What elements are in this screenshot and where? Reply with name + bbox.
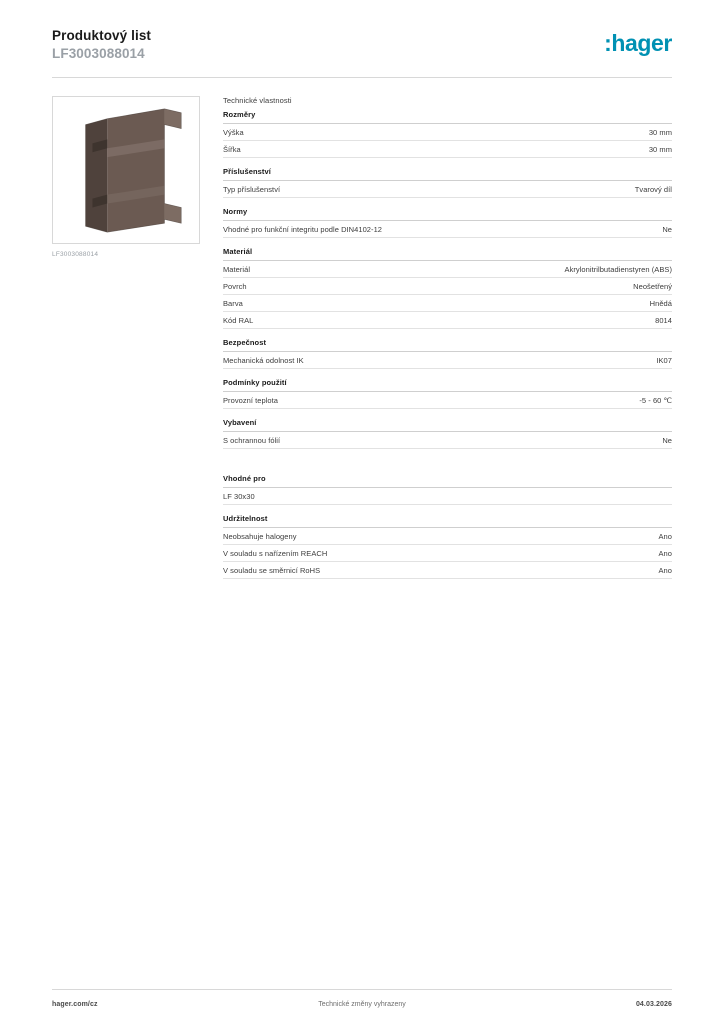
product-image-caption: LF3003088014 xyxy=(52,250,99,258)
row-value: Neošetřený xyxy=(633,281,672,291)
row-value: Ano xyxy=(658,548,672,558)
table-row xyxy=(223,545,672,562)
row-value: Ano xyxy=(658,531,672,541)
row-value: Ano xyxy=(658,565,672,575)
spec-group-accessories xyxy=(223,167,672,198)
row-value: Hnědá xyxy=(649,298,672,308)
spec-group-material xyxy=(223,247,672,329)
spec-group-safety xyxy=(223,338,672,369)
spec-group-dimensions xyxy=(223,110,672,158)
group-title: Vhodné pro xyxy=(223,474,672,488)
row-label: Barva xyxy=(223,298,243,308)
table-row xyxy=(223,392,672,409)
footer-date: 04.03.2026 xyxy=(635,1001,672,1008)
row-label: Neobsahuje halogeny xyxy=(223,531,297,541)
group-title: Normy xyxy=(223,207,672,221)
row-label: Materiál xyxy=(223,264,251,274)
table-row xyxy=(223,261,672,278)
table-row xyxy=(223,352,672,369)
spec-group-equipment xyxy=(223,418,672,449)
row-value: Akrylonitrilbutadienstyren (ABS) xyxy=(564,264,672,274)
table-row xyxy=(223,312,672,329)
product-image-frame xyxy=(52,96,200,244)
spec-group-operating-conditions xyxy=(223,378,672,409)
row-label: S ochrannou fólií xyxy=(223,435,281,445)
table-row xyxy=(223,278,672,295)
row-label: Mechanická odolnost IK xyxy=(223,355,304,365)
page-title: Produktový list xyxy=(52,28,152,43)
row-value: 8014 xyxy=(655,315,672,325)
group-title: Udržitelnost xyxy=(223,514,672,528)
product-image-column xyxy=(52,96,200,579)
group-title: Příslušenství xyxy=(223,167,672,181)
page-footer xyxy=(52,1001,672,1008)
footer-website-link[interactable]: hager.com/cz xyxy=(52,1001,98,1008)
spec-group-sustainability xyxy=(223,514,672,579)
group-title: Materiál xyxy=(223,247,672,261)
title-block xyxy=(52,28,151,63)
group-title: Bezpečnost xyxy=(223,338,672,352)
spacer xyxy=(223,449,672,465)
row-label: Kód RAL xyxy=(223,315,254,325)
page-content xyxy=(0,78,724,579)
row-value: Ne xyxy=(662,435,672,445)
footer-disclaimer: Technické změny vyhrazeny xyxy=(318,1001,406,1008)
row-label: V souladu se směrnicí RoHS xyxy=(223,565,321,575)
row-label: V souladu s nařízením REACH xyxy=(223,548,328,558)
footer-divider xyxy=(52,989,672,990)
table-row xyxy=(223,141,672,158)
table-row xyxy=(223,295,672,312)
row-value: IK07 xyxy=(656,355,672,365)
table-row xyxy=(223,562,672,579)
row-label: Provozní teplota xyxy=(223,395,278,405)
row-label: Povrch xyxy=(223,281,247,291)
product-trunking-coupler-icon xyxy=(53,97,199,243)
product-reference: LF3003088014 xyxy=(52,45,145,61)
row-label: LF 30x30 xyxy=(223,491,255,501)
section-heading-technical: Technické vlastnosti xyxy=(223,95,292,105)
group-title: Rozměry xyxy=(223,110,672,124)
table-row xyxy=(223,528,672,545)
table-row xyxy=(223,124,672,141)
row-value: 30 mm xyxy=(648,127,672,137)
table-row xyxy=(223,181,672,198)
specifications-column xyxy=(200,96,672,579)
page-header xyxy=(0,0,724,63)
table-row xyxy=(223,488,672,505)
table-row xyxy=(223,221,672,238)
row-value: Ne xyxy=(662,224,672,234)
group-title: Podmínky použití xyxy=(223,378,672,392)
group-title: Vybavení xyxy=(223,418,672,432)
row-label: Typ příslušenství xyxy=(223,184,281,194)
hager-logo: :hager xyxy=(604,30,672,56)
spec-group-suitable-for xyxy=(223,474,672,505)
table-row xyxy=(223,432,672,449)
row-value: -5 - 60 ℃ xyxy=(639,395,672,405)
spec-group-standards xyxy=(223,207,672,238)
row-label: Šířka xyxy=(223,144,241,154)
row-label: Vhodné pro funkční integritu podle DIN4102-12 xyxy=(223,224,383,234)
row-label: Výška xyxy=(223,127,244,137)
row-value: 30 mm xyxy=(648,144,672,154)
row-value: Tvarový díl xyxy=(634,184,672,194)
